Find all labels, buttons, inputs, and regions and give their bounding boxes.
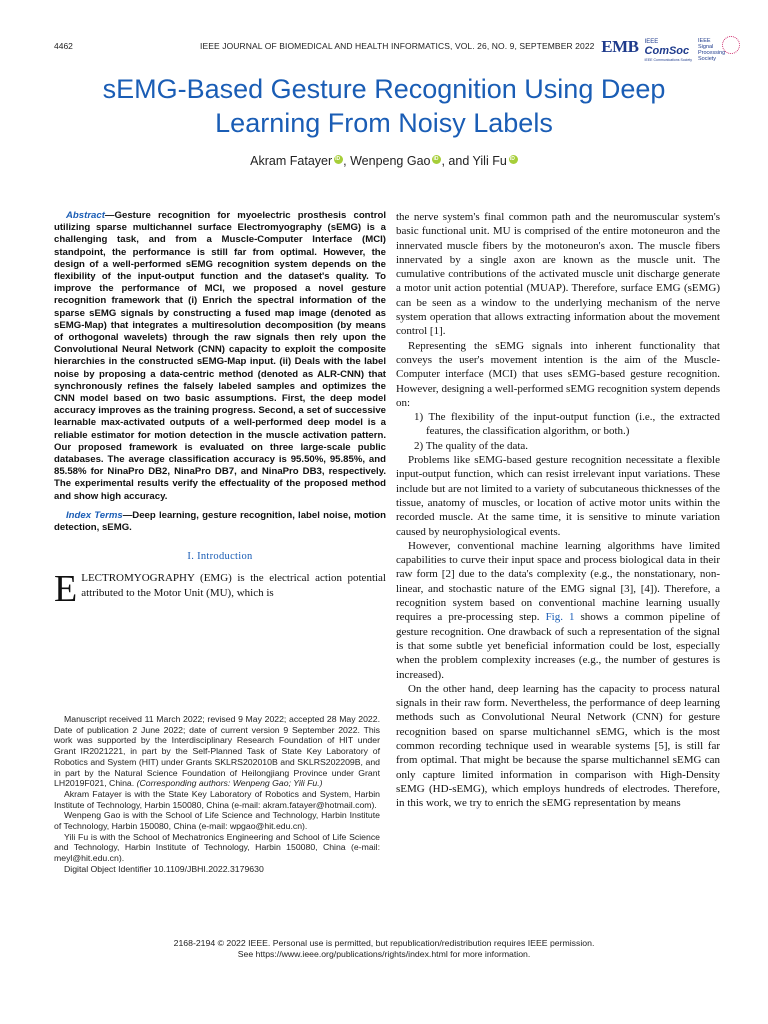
body-paragraph: On the other hand, deep learning has the capacity to process natural signals in their raw form. Nevertheless, the performance of deep learning methods such as Convolutional Neural Network (CNN) for gesture recognition based on sparse multichannel sEMG, which is the most common recording technique used in wearable systems [5], is still far from optimal. That might be because the sparse multichannel sEMG can only capture limited information in comparison with High-Density sEMG (HD-sEMG), which employs hundreds of electrodes. Therefore, in this work, we try to enrich the sEMG representation by means	[396, 682, 720, 810]
orcid-icon[interactable]	[509, 155, 518, 164]
doi[interactable]: Digital Object Identifier 10.1109/JBHI.2022.3179630	[64, 863, 264, 874]
drop-cap: E	[54, 568, 78, 611]
list-item: 2) The quality of the data.	[414, 439, 529, 452]
gear-icon	[722, 36, 740, 54]
author-list: Akram FatayeriD , Wenpeng GaoiD , and Yili FuiD	[0, 154, 768, 168]
abstract: Abstract—Gesture recognition for myoelectric prosthesis control utilizing sparse multichannel surface Electromyography (sEMG) is a challenging task, and from a Muscle-Computer Interface (MCI) standpoint, the performance is still far from optimal. However, the design of a well-performed sEMG recognition system depends on the flexibility of the input-output function and the dataset's quality. To improve the performance of MCI, we proposed a novel gesture recognition framework that (i) Enrich the spectral information of the sparse sEMG signals by constructing a fused map image (denoted as sEMG-Map) that integrates a multiresolution decomposition (by means of orthogonal wavelets) through the raw signals then rely upon the Convolutional Neural Network (CNN) capacity to exploit the composite hierarchies in the constructed sEMG-Map input. (ii) Deals with the label noise by proposing a data-centric method (denoted as ALR-CNN) that synchronously refines the falsely labeled samples and optimizes the CNN model based on two basic assumptions. First, the deep model accuracy improves as the training progress. Second, a set of successive learnable max-activated outputs of a well-performed deep model is a reliable estimator for motion detection in the muscle activation pattern. Our proposed framework is evaluated on three large-scale public databases. The average classification accuracy is 95.50%, 95.85%, and 85.58% for NinaPro DB2, NinaPro DB7, and NinaPro DB3, respectively. The experimental results verify the effectuality of the proposed method and show high accuracy.	[54, 210, 386, 502]
running-header	[54, 37, 726, 62]
body-paragraph: However, conventional machine learning algorithms have limited capabilities to curve their input space and process biological data in their raw form [2] due to the data's complexity (e.g., the nonstationary, non-linear, and stochastic nature of the EMG signal [3], [4]). Therefore, a recognition system based on conventional machine learning usually requires a pre-processing step. Fig. 1 shows a common pipeline of gesture recognition. One drawback of such a representation of the signal is that some subtle yet beneficial information could be lost, especially when the problem complexity increases (e.g., the number of gestures is increased).	[396, 539, 721, 681]
emb-logo: EMB	[601, 37, 639, 56]
paper-title: sEMG-Based Gesture Recognition Using Deep Learning From Noisy Labels	[102, 74, 666, 138]
society-logos	[601, 38, 740, 66]
body-paragraph: Problems like sEMG-based gesture recognition necessitate a flexible input-output function, which can resist irrelevant input variations. These include but are not limited to a variety of subcutaneous thicknesses of the tissue, anatomy of muscles, or location of active motor units within the recorded muscle. At the same time, it is sensitive to minute variation caused by neurophysiological events.	[396, 454, 720, 538]
index-terms: Index Terms—Deep learning, gesture recognition, label noise, motion detection, sEMG.	[54, 509, 387, 534]
body-paragraph: Representing the sEMG signals into inherent functionality that conveys the user's movement intention is the aim of the Muscle-Computer interface (MCI) that uses sEMG-based gesture recognition. However, designing a well-performed sEMG recognition system depends on:	[396, 339, 720, 409]
figure-link[interactable]: Fig. 1	[545, 611, 575, 624]
journal-name: IEEE JOURNAL OF BIOMEDICAL AND HEALTH INFORMATICS, VOL. 26, NO. 9, SEPTEMBER 2022	[200, 41, 595, 51]
section-heading: I. Introduction	[187, 551, 253, 563]
right-column	[396, 210, 720, 810]
copyright-footer: 2168-2194 © 2022 IEEE. Personal use is permitted, but republication/redistribution requires IEEE permission. See https://www.ieee.org/publications/rights/index.html for more information.	[0, 938, 768, 960]
rights-link[interactable]: See https://www.ieee.org/publications/rights/index.html for more information.	[237, 949, 531, 959]
left-column	[54, 210, 387, 611]
intro-paragraph: ELECTROMYOGRAPHY (EMG) is the electrical action potential attributed to the Motor Unit (MU), which is	[54, 568, 386, 611]
orcid-icon[interactable]	[334, 155, 343, 164]
page-number: 4462	[54, 41, 73, 51]
signal-processing-society-logo: IEEE Signal Processing Society	[698, 38, 740, 62]
footnotes: Manuscript received 11 March 2022; revised 9 May 2022; accepted 28 May 2022. Date of publication 2 June 2022; date of current version 9 September 2022. This work was supported by the Interdisciplinary Research Foundation of HIT under Grant IR2021221, in part by the Self-Planned Task of State Key Laboratory of Robotics and System (HIT) under Grants SKLRS202010B and SKLRS202209B, and in part by the Natural Science Foundation of Heilongjiang Province under Grant LH2019F021, China. (Corresponding authors: Wenpeng Gao; Yili Fu.) Akram Fatayer is with the State Key Laboratory of Robotics and System, Harbin Institute of Technology, Harbin 150080, China (e-mail: akram.fatayer@hotmail.com). Wenpeng Gao is with the School of Life Science and Technology, Harbin Institute of Technology, Harbin 150080, China (e-mail: wpgao@hit.edu.cn). Yili Fu is with the School of Mechatronics Engineering and School of Life Science and Technology, Harbin Institute of Technology, Harbin 150080, China (e-mail: meyl@hit.edu.cn). Digital Object Identifier 10.1109/JBHI.2022.3179630	[54, 714, 380, 874]
body-paragraph: the nerve system's final common path and the neuromuscular system's basic functional unit. MU is comprised of the entire motoneuron and the innervated muscle fibers by the motoneuron's axon. The muscle fibers innervated by a single axon are known as the muscle unit. The cumulative contributions of the activated muscle unit discharge generate a motor unit action potential (MUAP). Therefore, surface EMG (sEMG) can be seen as a window to the underlying mechanism of the nerve system operation that allows extracting information about the movement control [1].	[396, 211, 720, 338]
comsoc-logo: IEEE ComSoc IEEE Communications Society	[644, 39, 692, 62]
list-item: 1) The flexibility of the input-output function (i.e., the extracted features, the classification algorithm, or both.)	[414, 411, 720, 438]
